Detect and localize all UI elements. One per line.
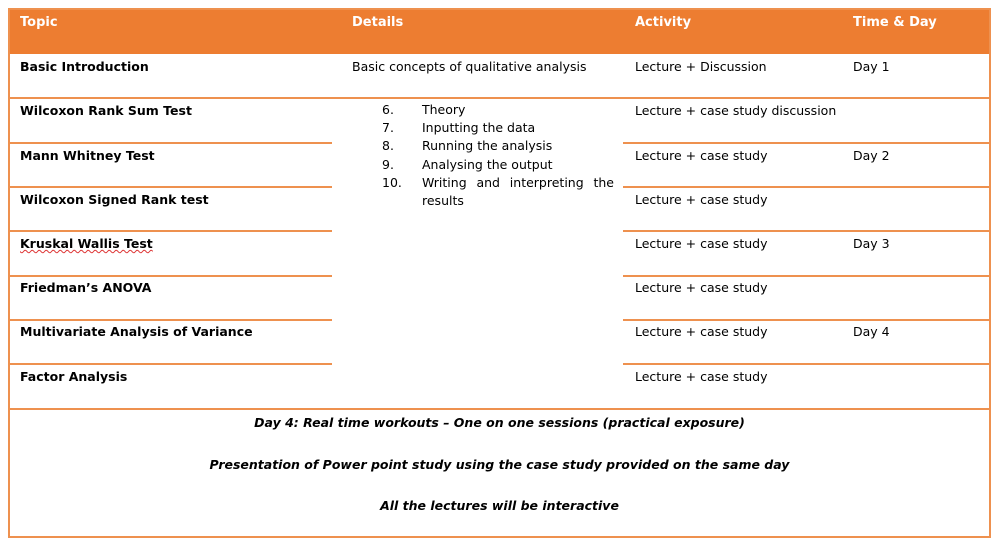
list-number: 8. xyxy=(382,138,394,154)
row-divider-topic xyxy=(10,186,332,188)
list-text: Inputting the data xyxy=(422,120,536,136)
row-activity: Lecture + Discussion xyxy=(635,59,767,74)
header-topic: Topic xyxy=(20,15,58,30)
footer-note-day4: Day 4: Real time workouts – One on one sessions (practical exposure) xyxy=(254,415,745,430)
row-divider-activity xyxy=(623,142,991,144)
row-divider-topic xyxy=(10,275,332,277)
row-activity: Lecture + case study xyxy=(635,369,768,384)
list-text: Writing and interpreting the results xyxy=(422,174,614,209)
row-day: Day 1 xyxy=(853,59,890,74)
list-text: Analysing the output xyxy=(422,156,553,172)
row-topic: Mann Whitney Test xyxy=(20,148,155,163)
list-number: 6. xyxy=(382,102,394,117)
row-activity: Lecture + case study xyxy=(635,280,768,295)
row-topic: Kruskal Wallis Test xyxy=(20,236,153,251)
list-number: 10. xyxy=(382,174,402,190)
details-list-item xyxy=(382,137,614,155)
list-number: 9. xyxy=(382,156,394,172)
details-list xyxy=(382,101,614,210)
schedule-table xyxy=(8,8,991,538)
row-topic: Wilcoxon Signed Rank test xyxy=(20,192,209,207)
row-divider-topic xyxy=(10,319,332,321)
row-divider-activity xyxy=(623,363,991,365)
row-divider-topic xyxy=(10,142,332,144)
details-list-item xyxy=(382,101,614,119)
footer-note-presentation: Presentation of Power point study using the case study provided on the same day xyxy=(209,457,790,472)
details-list-item xyxy=(382,156,614,174)
row-divider-activity xyxy=(623,319,991,321)
row-details: Basic concepts of qualitative analysis xyxy=(352,59,587,74)
row-topic: Multivariate Analysis of Variance xyxy=(20,324,253,339)
row-divider xyxy=(10,408,989,410)
row-divider-activity xyxy=(623,230,991,232)
row-divider xyxy=(10,97,989,99)
row-day: Day 3 xyxy=(853,236,890,251)
row-activity: Lecture + case study xyxy=(635,148,768,163)
list-text: Theory xyxy=(422,102,466,117)
row-divider-topic xyxy=(10,363,332,365)
row-activity: Lecture + case study xyxy=(635,324,768,339)
row-divider-activity xyxy=(623,275,991,277)
header-activity: Activity xyxy=(635,15,692,30)
list-number: 7. xyxy=(382,120,394,136)
header-details: Details xyxy=(352,15,404,30)
details-list-item xyxy=(382,174,614,210)
row-activity: Lecture + case study discussion xyxy=(635,103,837,118)
row-topic: Factor Analysis xyxy=(20,369,128,384)
header-time-day: Time & Day xyxy=(853,15,937,30)
row-activity: Lecture + case study xyxy=(635,236,768,251)
table-header xyxy=(10,10,989,54)
row-topic: Wilcoxon Rank Sum Test xyxy=(20,103,192,118)
row-divider-topic xyxy=(10,230,332,232)
details-list-item xyxy=(382,119,614,137)
footer-note-interactive: All the lectures will be interactive xyxy=(380,498,619,513)
row-activity: Lecture + case study xyxy=(635,192,768,207)
row-divider-activity xyxy=(623,186,991,188)
row-day: Day 2 xyxy=(853,148,890,163)
row-day: Day 4 xyxy=(853,324,890,339)
list-text: Running the analysis xyxy=(422,138,553,154)
row-topic: Basic Introduction xyxy=(20,59,149,74)
row-topic: Friedman’s ANOVA xyxy=(20,280,152,295)
